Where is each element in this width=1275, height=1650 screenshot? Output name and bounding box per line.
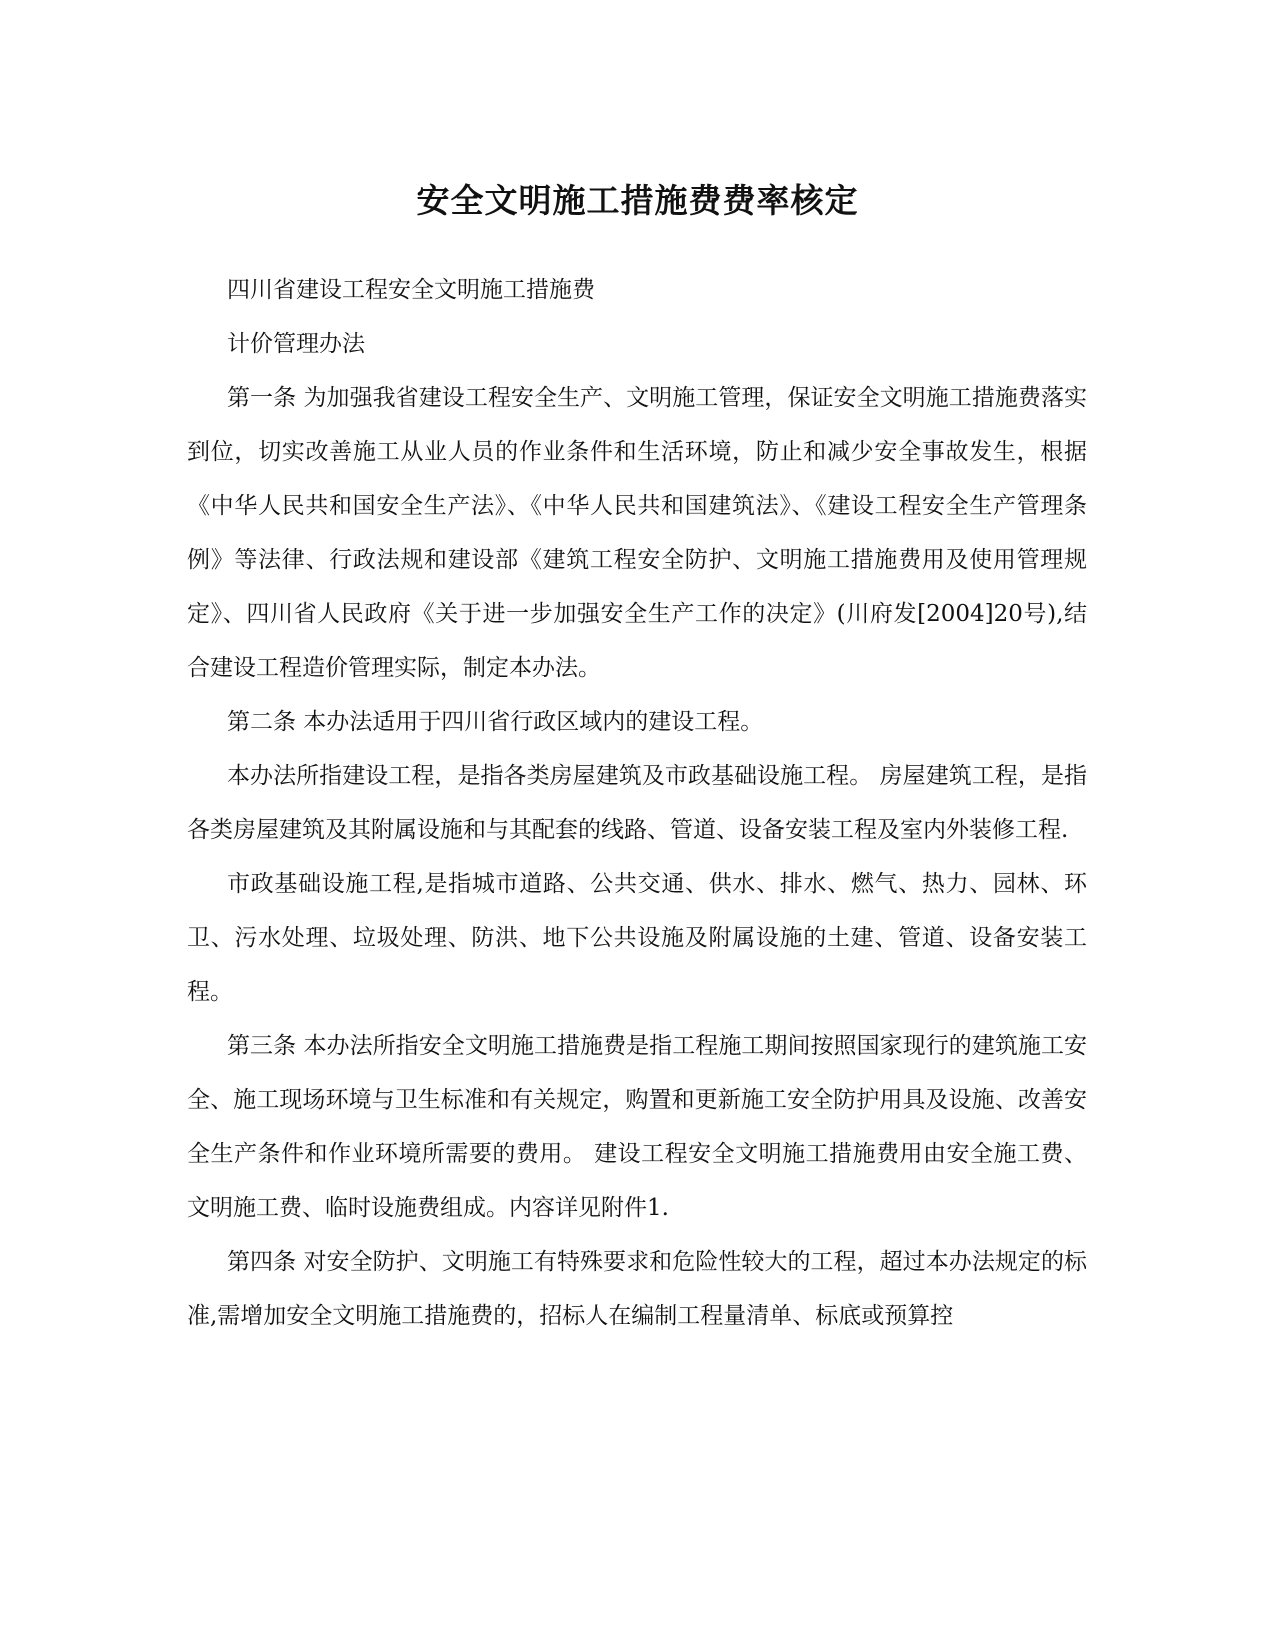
paragraph-article-2-municipal: 市政基础设施工程,是指城市道路、公共交通、供水、排水、燃气、热力、园林、环卫、污水处理、垃圾处理、防洪、地下公共设施及附属设施的土建、管道、设备安装工程。 (187, 871, 1087, 1005)
document-body (187, 263, 1087, 1343)
paragraph-subtitle-line-1: 四川省建设工程安全文明施工措施费 (227, 277, 595, 303)
paragraph-article-4: 第四条 对安全防护、文明施工有特殊要求和危险性较大的工程，超过本办法规定的标准,需增加安全文明施工措施费的，招标人在编制工程量清单、标底或预算控 (187, 1249, 1087, 1329)
paragraph-article-3: 第三条 本办法所指安全文明施工措施费是指工程施工期间按照国家现行的建筑施工安全、施工现场环境与卫生标准和有关规定，购置和更新施工安全防护用具及设施、改善安全生产条件和作业环境所需要的费用。 建设工程安全文明施工措施费用由安全施工费、文明施工费、临时设施费组成。内容详见附件1. (187, 1033, 1087, 1221)
paragraph-article-1: 第一条 为加强我省建设工程安全生产、文明施工管理，保证安全文明施工措施费落实到位，切实改善施工从业人员的作业条件和生活环境，防止和减少安全事故发生，根据《中华人民共和国安全生产法》、《中华人民共和国建筑法》、《建设工程安全生产管理条例》等法律、行政法规和建设部《建筑工程安全防护、文明施工措施费用及使用管理规定》、四川省人民政府《关于进一步加强安全生产工作的决定》(川府发[2004]20号),结合建设工程造价管理实际，制定本办法。 (187, 385, 1087, 681)
paragraph-article-2-definition: 本办法所指建设工程，是指各类房屋建筑及市政基础设施工程。 房屋建筑工程，是指各类房屋建筑及其附属设施和与其配套的线路、管道、设备安装工程及室内外装修工程. (187, 763, 1087, 843)
document-title: 安全文明施工措施费费率核定 (416, 181, 859, 220)
paragraph-article-2: 第二条 本办法适用于四川省行政区域内的建设工程。 (227, 709, 764, 735)
paragraph-subtitle-line-2: 计价管理办法 (227, 331, 365, 357)
